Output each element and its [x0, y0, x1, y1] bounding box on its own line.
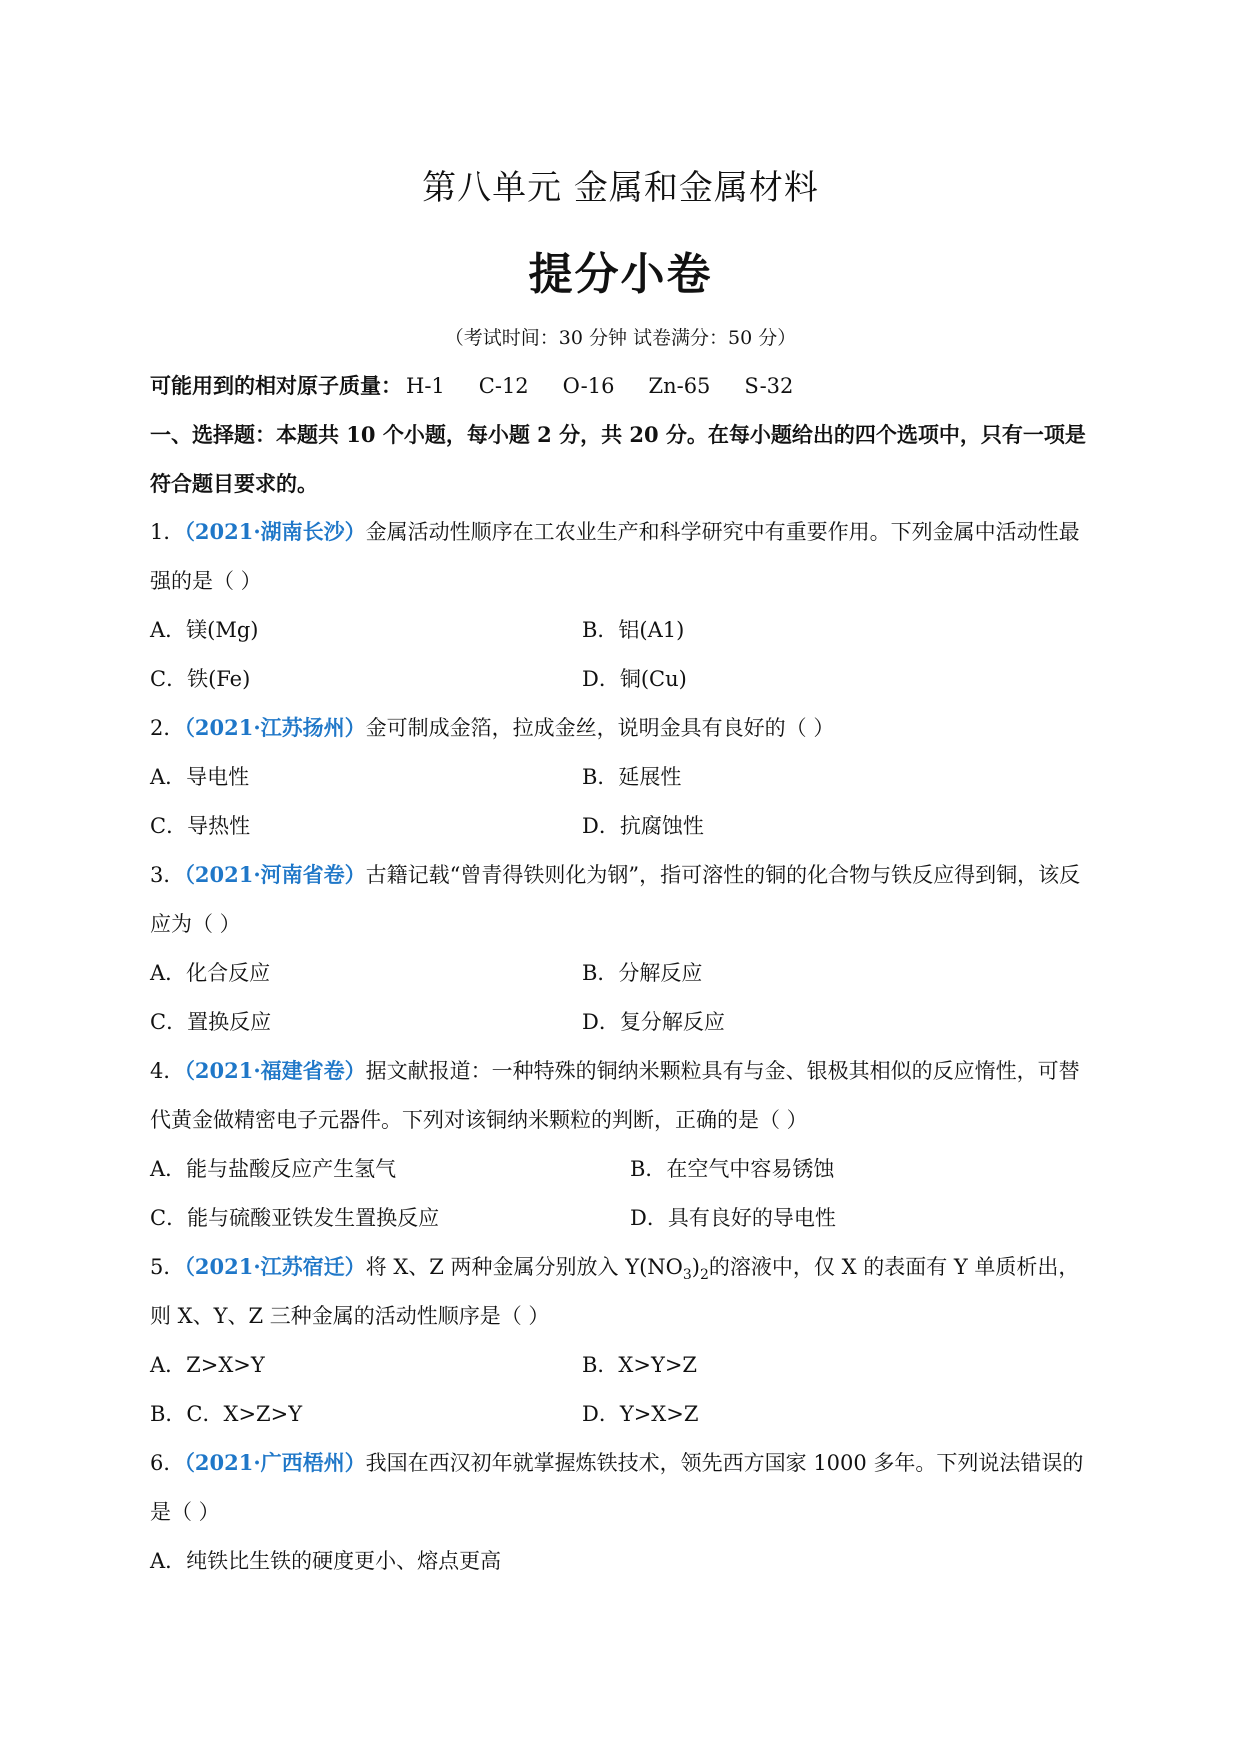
question-3-line1 [150, 861, 1080, 889]
option-d: D．铜(Cu) [582, 667, 687, 691]
question-source: （2021·湖南长沙） [184, 519, 366, 544]
question-4-line1 [150, 1057, 1080, 1085]
question-4-line2: 代黄金做精密电子元器件。下列对该铜纳米颗粒的判断，正确的是（ ） [150, 1108, 808, 1132]
subscript: 3 [682, 1267, 692, 1284]
subscript: 2 [699, 1267, 709, 1284]
atomic-mass-label: 可能用到的相对原子质量： [150, 373, 402, 398]
question-text: 我国在西汉初年就掌握炼铁技术，领先西方国家 1000 多年。下列说法错误的 [365, 1451, 1084, 1475]
question-text: 金属活动性顺序在工农业生产和科学研究中有重要作用。下列金属中活动性最 [365, 520, 1080, 544]
question-text: ) [691, 1255, 700, 1279]
option-a: A．镁(Mg) [150, 618, 259, 642]
unit-title: 第八单元 金属和金属材料 [422, 168, 819, 208]
section-heading-line2: 符合题目要求的。 [150, 471, 318, 496]
paper-subtitle: 提分小卷 [528, 249, 713, 300]
question-source: （2021·河南省卷） [184, 862, 366, 887]
question-text: 据文献报道：一种特殊的铜纳米颗粒具有与金、银极其相似的反应惰性，可替 [365, 1059, 1080, 1083]
question-5-line2: 则 X、Y、Z 三种金属的活动性顺序是（ ） [150, 1304, 550, 1328]
option-c: C．铁(Fe) [150, 667, 251, 691]
question-number: 3． [150, 863, 185, 887]
question-text: 将 X、Z 两种金属分别放入 Y(NO [365, 1255, 683, 1279]
question-text: 古籍记载“曾青得铁则化为钢”，指可溶性的铜的化合物与铁反应得到铜，该反 [365, 863, 1081, 887]
option-c: C．置换反应 [150, 1010, 272, 1034]
question-2-line1 [150, 714, 834, 742]
question-3-line2: 应为（ ） [150, 912, 241, 936]
option-c: B．C．X>Z>Y [150, 1402, 303, 1426]
question-text: 的溶液中，仅 X 的表面有 Y 单质析出， [708, 1255, 1080, 1279]
option-a: A．导电性 [150, 765, 250, 789]
question-number: 6． [150, 1451, 185, 1475]
option-b: B．延展性 [582, 765, 682, 789]
question-source: （2021·福建省卷） [184, 1058, 366, 1083]
option-d: D．复分解反应 [582, 1010, 725, 1034]
option-c: C．能与硫酸亚铁发生置换反应 [150, 1206, 440, 1230]
atomic-mass-value: H-1 [406, 374, 445, 398]
question-number: 4． [150, 1059, 185, 1083]
option-b: B．X>Y>Z [582, 1353, 698, 1377]
question-1-line2: 强的是（ ） [150, 569, 262, 593]
atomic-mass-line [150, 372, 827, 400]
question-1-line1 [150, 518, 1080, 546]
question-source: （2021·江苏扬州） [184, 715, 366, 740]
question-source: （2021·广西梧州） [184, 1450, 366, 1475]
option-d: D．抗腐蚀性 [582, 814, 704, 838]
atomic-mass-value: O-16 [562, 374, 615, 398]
question-source: （2021·江苏宿迁） [184, 1254, 366, 1279]
atomic-mass-value: Zn-65 [648, 374, 711, 398]
option-d: D．Y>X>Z [582, 1402, 699, 1426]
question-text: 金可制成金箔，拉成金丝，说明金具有良好的（ ） [365, 716, 835, 740]
atomic-mass-value: C-12 [478, 374, 529, 398]
option-d: D．具有良好的导电性 [630, 1206, 836, 1230]
option-a: A．纯铁比生铁的硬度更小、熔点更高 [150, 1549, 502, 1573]
question-number: 2． [150, 716, 185, 740]
question-6-line1 [150, 1449, 1083, 1477]
option-c: C．导热性 [150, 814, 251, 838]
option-a: A．Z>X>Y [150, 1353, 265, 1377]
section-heading-line1: 一、选择题：本题共 10 个小题，每小题 2 分，共 20 分。在每小题给出的四个选项中，只有一项是 [150, 422, 1086, 447]
option-b: B．在空气中容易锈蚀 [630, 1157, 835, 1181]
question-number: 5． [150, 1255, 185, 1279]
question-5-line1 [150, 1253, 1079, 1289]
option-a: A．能与盐酸反应产生氢气 [150, 1157, 397, 1181]
atomic-mass-value: S-32 [744, 374, 794, 398]
option-b: B．分解反应 [582, 961, 703, 985]
option-b: B．铝(A1) [582, 618, 685, 642]
question-6-line2: 是（ ） [150, 1500, 220, 1524]
exam-info: （考试时间：30 分钟 试卷满分：50 分） [444, 327, 797, 349]
option-a: A．化合反应 [150, 961, 271, 985]
question-number: 1． [150, 520, 185, 544]
